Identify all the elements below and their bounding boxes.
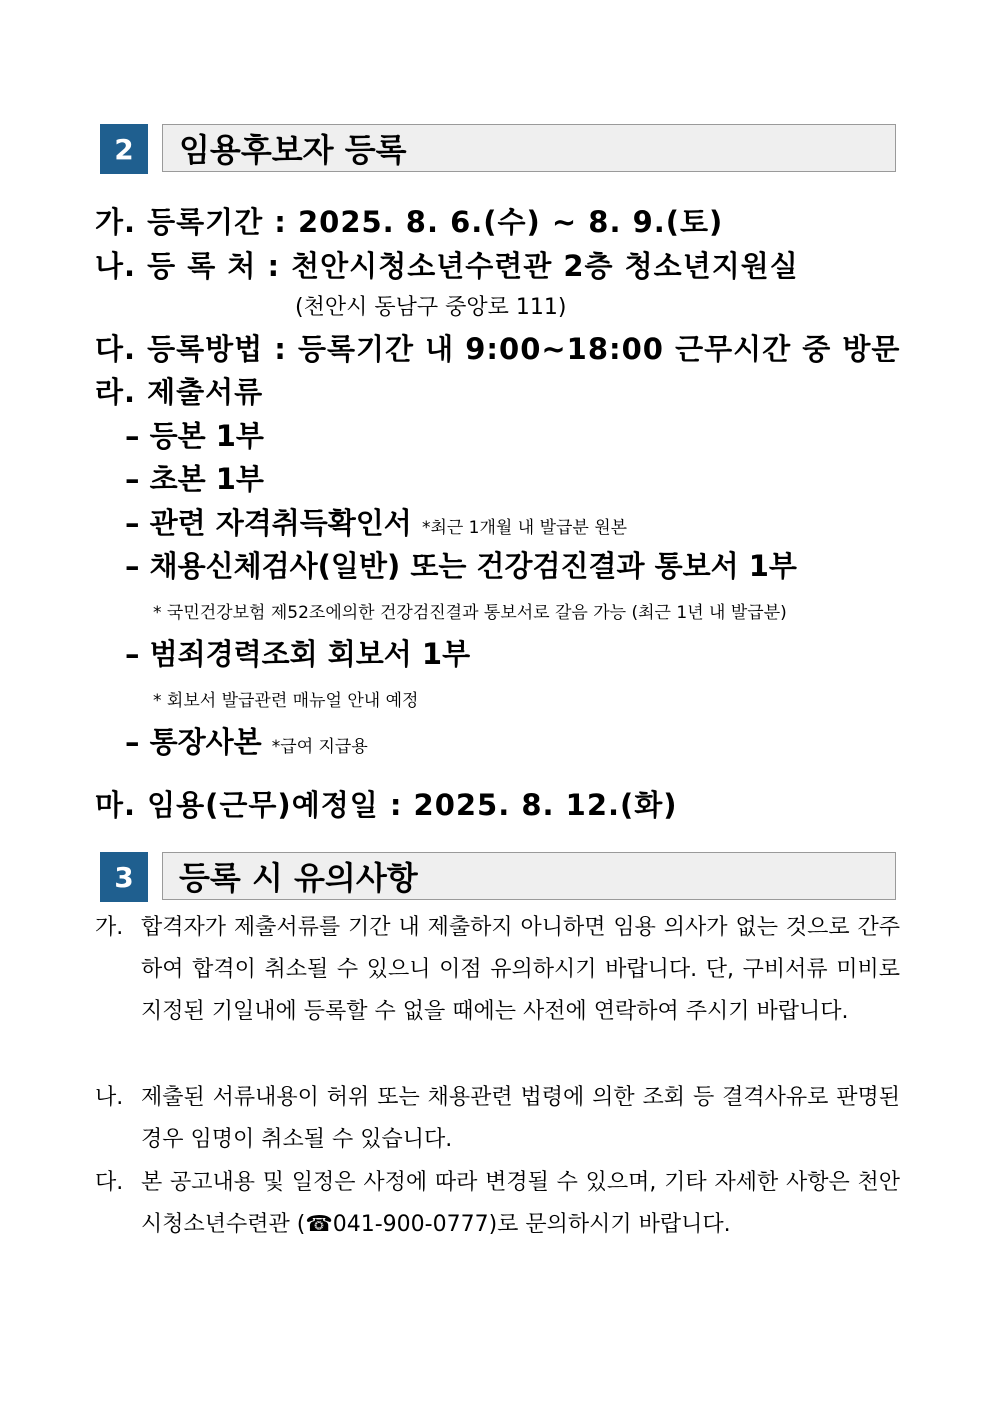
doc-item [125, 501, 627, 542]
doc-item-text: – 통장사본 [125, 725, 262, 759]
notice-item [95, 907, 900, 1033]
notice-label: 나. [95, 1085, 124, 1110]
doc-subnote: * 국민건강보험 제52조에의한 건강검진결과 통보서로 갈음 가능 (최근 1년 내 발급분) [153, 603, 787, 623]
doc-item [125, 544, 797, 585]
doc-item-note: *급여 지급용 [271, 737, 368, 757]
notice-text: 본 공고내용 및 일정은 사정에 따라 변경될 수 있으며, 기타 자세한 사항은 천안시청소년수련관 (☎041-900-0777)로 문의하시기 바랍니다. [141, 1170, 900, 1237]
doc-subnote: * 회보서 발급관련 매뉴얼 안내 예정 [153, 691, 419, 711]
documents-label: 라. 제출서류 [95, 375, 264, 409]
doc-item-text: – 초본 1부 [125, 462, 264, 496]
notice-item [95, 1162, 900, 1246]
doc-item-text: – 범죄경력조회 회보서 1부 [125, 637, 471, 671]
registration-place: 나. 등 록 처 : 천안시청소년수련관 2층 청소년지원실 [95, 249, 799, 283]
registration-period: 가. 등록기간 : 2025. 8. 6.(수) ~ 8. 9.(토) [95, 205, 724, 239]
section-title: 등록 시 유의사항 [162, 852, 896, 900]
doc-item [125, 720, 368, 761]
notice-label: 다. [95, 1170, 124, 1195]
doc-item-text: – 등본 1부 [125, 419, 264, 453]
section-2-header [100, 124, 900, 174]
start-date: 마. 임용(근무)예정일 : 2025. 8. 12.(화) [95, 788, 678, 822]
doc-item-text: – 관련 자격취득확인서 [125, 506, 412, 540]
registration-address: (천안시 동남구 중앙로 111) [295, 295, 567, 320]
section-title: 임용후보자 등록 [162, 124, 896, 172]
notice-text: 합격자가 제출서류를 기간 내 제출하지 아니하면 임용 의사가 없는 것으로 간주하여 합격이 취소될 수 있으니 이점 유의하시기 바랍니다. 단, 구비서류 미비로 지정된 기일내에 등록할 수 없을 때에는 사전에 연락하여 주시기 바랍니다. [141, 915, 900, 1024]
doc-item [125, 457, 264, 498]
notice-text: 제출된 서류내용이 허위 또는 채용관련 법령에 의한 조회 등 결격사유로 판명된 경우 임명이 취소될 수 있습니다. [141, 1085, 900, 1152]
section-3-header [100, 852, 900, 902]
doc-item-note: *최근 1개월 내 발급분 원본 [421, 518, 628, 538]
notice-item [95, 1077, 900, 1161]
registration-method: 다. 등록방법 : 등록기간 내 9:00~18:00 근무시간 중 방문 [95, 332, 901, 366]
doc-item-text: – 채용신체검사(일반) 또는 건강검진결과 통보서 1부 [125, 549, 797, 583]
section-number: 2 [100, 124, 148, 174]
notice-label: 가. [95, 915, 124, 940]
section-number: 3 [100, 852, 148, 902]
doc-item [125, 632, 470, 673]
doc-item [125, 414, 264, 455]
